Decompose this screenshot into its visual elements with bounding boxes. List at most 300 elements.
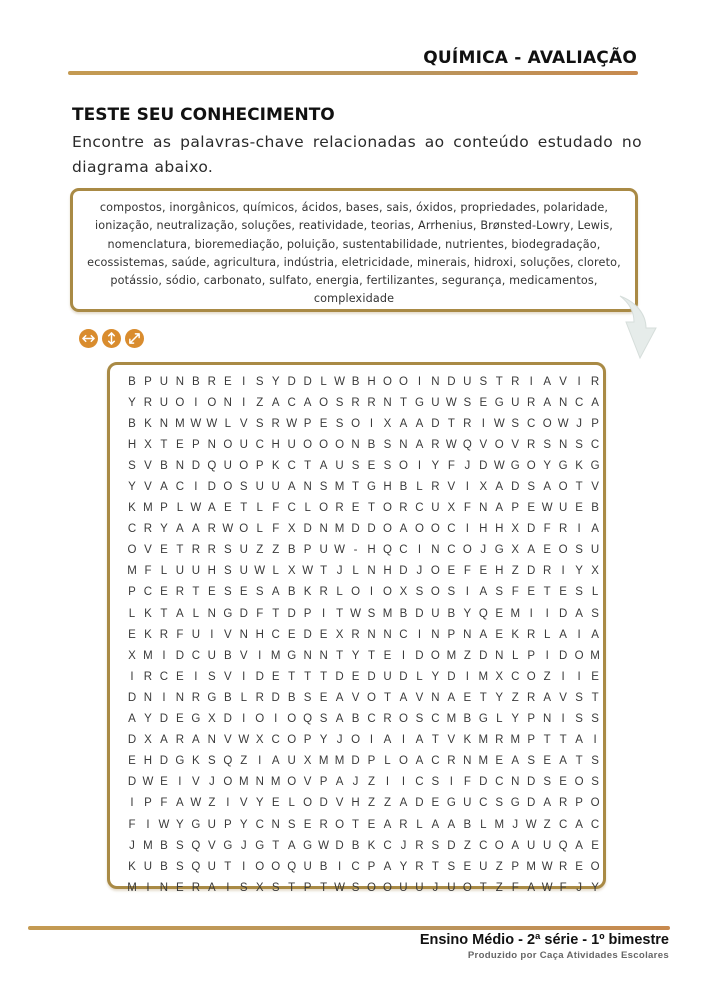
grid-letter[interactable]: R: [558, 797, 568, 810]
grid-letter[interactable]: P: [367, 860, 376, 873]
grid-letter[interactable]: N: [558, 396, 568, 409]
grid-letter[interactable]: U: [431, 607, 440, 620]
grid-letter[interactable]: L: [480, 818, 487, 831]
grid-letter[interactable]: W: [350, 607, 361, 620]
grid-letter[interactable]: I: [401, 776, 406, 789]
grid-letter[interactable]: Z: [543, 670, 551, 683]
grid-letter[interactable]: P: [223, 818, 232, 831]
grid-letter[interactable]: A: [287, 481, 296, 494]
grid-letter[interactable]: S: [527, 755, 536, 768]
grid-letter[interactable]: O: [462, 544, 472, 557]
grid-letter[interactable]: R: [463, 417, 472, 430]
grid-letter[interactable]: S: [575, 586, 583, 599]
grid-letter[interactable]: B: [160, 839, 168, 852]
grid-letter[interactable]: P: [527, 649, 536, 662]
grid-letter[interactable]: A: [543, 797, 551, 810]
grid-letter[interactable]: F: [463, 502, 471, 515]
grid-letter[interactable]: N: [367, 628, 376, 641]
grid-letter[interactable]: W: [254, 565, 266, 578]
grid-letter[interactable]: S: [575, 438, 583, 451]
grid-letter[interactable]: Y: [128, 396, 136, 409]
grid-letter[interactable]: H: [383, 565, 392, 578]
grid-letter[interactable]: S: [128, 459, 136, 472]
grid-letter[interactable]: P: [144, 375, 152, 388]
grid-letter[interactable]: I: [481, 417, 485, 430]
grid-letter[interactable]: I: [146, 881, 150, 894]
grid-letter[interactable]: I: [561, 713, 565, 726]
grid-letter[interactable]: M: [334, 755, 345, 768]
grid-letter[interactable]: Y: [431, 459, 440, 472]
grid-letter[interactable]: D: [558, 607, 568, 620]
grid-letter[interactable]: T: [272, 839, 280, 852]
grid-letter[interactable]: R: [191, 691, 201, 704]
grid-letter[interactable]: T: [479, 881, 487, 894]
grid-letter[interactable]: H: [207, 565, 216, 578]
grid-letter[interactable]: S: [543, 776, 551, 789]
grid-letter[interactable]: G: [191, 818, 201, 831]
grid-letter[interactable]: Q: [478, 607, 488, 620]
grid-letter[interactable]: B: [160, 459, 168, 472]
grid-letter[interactable]: D: [399, 565, 408, 578]
grid-letter[interactable]: C: [590, 438, 600, 451]
grid-letter[interactable]: O: [127, 544, 137, 557]
grid-letter[interactable]: B: [367, 438, 376, 451]
grid-letter[interactable]: T: [240, 502, 248, 515]
grid-letter[interactable]: I: [274, 713, 278, 726]
grid-letter[interactable]: V: [351, 691, 360, 704]
grid-letter[interactable]: O: [398, 375, 408, 388]
grid-letter[interactable]: Z: [463, 649, 471, 662]
grid-letter[interactable]: M: [238, 776, 249, 789]
grid-letter[interactable]: S: [367, 607, 376, 620]
grid-letter[interactable]: B: [463, 713, 472, 726]
grid-letter[interactable]: Q: [383, 544, 392, 557]
grid-letter[interactable]: P: [575, 797, 583, 810]
grid-letter[interactable]: S: [447, 586, 456, 599]
grid-letter[interactable]: D: [351, 523, 360, 536]
grid-letter[interactable]: T: [192, 586, 200, 599]
grid-letter[interactable]: V: [591, 481, 599, 494]
grid-letter[interactable]: U: [543, 839, 552, 852]
grid-letter[interactable]: N: [303, 649, 312, 662]
grid-letter[interactable]: N: [175, 375, 185, 388]
grid-letter[interactable]: S: [415, 713, 424, 726]
grid-letter[interactable]: I: [162, 691, 166, 704]
grid-letter[interactable]: J: [464, 459, 471, 472]
grid-letter[interactable]: V: [239, 417, 248, 430]
grid-letter[interactable]: M: [382, 607, 393, 620]
grid-letter[interactable]: S: [223, 586, 232, 599]
grid-letter[interactable]: T: [383, 691, 391, 704]
grid-letter[interactable]: O: [383, 375, 392, 388]
grid-letter[interactable]: I: [194, 670, 198, 683]
grid-letter[interactable]: O: [207, 396, 217, 409]
grid-letter[interactable]: D: [207, 481, 216, 494]
grid-letter[interactable]: I: [529, 607, 533, 620]
grid-letter[interactable]: P: [192, 438, 200, 451]
grid-letter[interactable]: D: [558, 649, 568, 662]
grid-letter[interactable]: U: [590, 544, 600, 557]
grid-letter[interactable]: A: [192, 523, 200, 536]
grid-letter[interactable]: C: [351, 860, 360, 873]
grid-letter[interactable]: E: [176, 438, 184, 451]
grid-letter[interactable]: O: [303, 438, 313, 451]
grid-letter[interactable]: C: [415, 776, 424, 789]
grid-letter[interactable]: P: [144, 797, 152, 810]
grid-letter[interactable]: Y: [431, 670, 440, 683]
grid-letter[interactable]: I: [146, 818, 150, 831]
grid-letter[interactable]: V: [415, 691, 424, 704]
grid-letter[interactable]: Z: [272, 544, 280, 557]
grid-letter[interactable]: K: [144, 607, 152, 620]
grid-letter[interactable]: H: [495, 565, 504, 578]
grid-letter[interactable]: O: [414, 523, 424, 536]
grid-letter[interactable]: S: [591, 607, 599, 620]
grid-letter[interactable]: C: [175, 481, 185, 494]
grid-letter[interactable]: Y: [255, 797, 264, 810]
grid-letter[interactable]: Y: [128, 481, 136, 494]
grid-letter[interactable]: A: [176, 607, 184, 620]
grid-letter[interactable]: R: [159, 628, 169, 641]
grid-letter[interactable]: O: [335, 438, 345, 451]
grid-letter[interactable]: I: [577, 375, 581, 388]
grid-letter[interactable]: R: [399, 502, 408, 515]
grid-letter[interactable]: R: [271, 417, 280, 430]
grid-letter[interactable]: D: [447, 375, 456, 388]
grid-letter[interactable]: P: [527, 734, 536, 747]
grid-letter[interactable]: A: [575, 818, 583, 831]
grid-letter[interactable]: X: [303, 755, 312, 768]
grid-letter[interactable]: D: [239, 607, 248, 620]
grid-letter[interactable]: U: [415, 881, 424, 894]
grid-letter[interactable]: D: [527, 776, 536, 789]
grid-letter[interactable]: I: [258, 649, 262, 662]
grid-letter[interactable]: F: [511, 586, 519, 599]
grid-letter[interactable]: V: [479, 438, 488, 451]
grid-letter[interactable]: R: [527, 396, 536, 409]
grid-letter[interactable]: T: [352, 481, 360, 494]
grid-letter[interactable]: I: [242, 396, 246, 409]
grid-letter[interactable]: C: [143, 586, 153, 599]
grid-letter[interactable]: U: [287, 755, 296, 768]
grid-letter[interactable]: C: [255, 438, 264, 451]
grid-letter[interactable]: Z: [368, 776, 376, 789]
grid-letter[interactable]: Z: [495, 881, 503, 894]
grid-letter[interactable]: G: [287, 649, 297, 662]
grid-letter[interactable]: E: [367, 818, 376, 831]
grid-letter[interactable]: Q: [223, 755, 233, 768]
grid-letter[interactable]: E: [479, 565, 488, 578]
grid-letter[interactable]: Y: [160, 523, 168, 536]
grid-letter[interactable]: A: [575, 607, 583, 620]
grid-letter[interactable]: I: [545, 649, 549, 662]
grid-letter[interactable]: W: [493, 417, 505, 430]
grid-letter[interactable]: C: [255, 818, 264, 831]
grid-letter[interactable]: Y: [399, 860, 408, 873]
grid-letter[interactable]: H: [383, 481, 392, 494]
grid-letter[interactable]: J: [432, 881, 439, 894]
grid-letter[interactable]: E: [591, 670, 599, 683]
grid-letter[interactable]: A: [335, 776, 344, 789]
grid-letter[interactable]: X: [511, 544, 520, 557]
grid-letter[interactable]: E: [367, 459, 376, 472]
grid-letter[interactable]: D: [479, 459, 488, 472]
grid-letter[interactable]: O: [351, 586, 361, 599]
grid-letter[interactable]: A: [176, 797, 184, 810]
grid-letter[interactable]: D: [303, 523, 312, 536]
grid-letter[interactable]: I: [545, 607, 549, 620]
grid-letter[interactable]: E: [239, 586, 248, 599]
grid-letter[interactable]: T: [336, 649, 344, 662]
grid-letter[interactable]: W: [445, 396, 457, 409]
grid-letter[interactable]: A: [511, 755, 520, 768]
grid-letter[interactable]: A: [415, 755, 424, 768]
grid-letter[interactable]: T: [431, 860, 439, 873]
grid-letter[interactable]: U: [463, 375, 472, 388]
grid-letter[interactable]: H: [351, 797, 360, 810]
grid-letter[interactable]: C: [271, 628, 280, 641]
grid-letter[interactable]: G: [446, 797, 456, 810]
grid-letter[interactable]: D: [127, 776, 137, 789]
grid-letter[interactable]: P: [255, 459, 264, 472]
grid-letter[interactable]: O: [287, 776, 297, 789]
grid-letter[interactable]: M: [446, 649, 457, 662]
grid-letter[interactable]: I: [417, 628, 422, 641]
grid-letter[interactable]: S: [383, 438, 392, 451]
grid-letter[interactable]: M: [510, 734, 521, 747]
grid-letter[interactable]: O: [398, 713, 408, 726]
grid-letter[interactable]: N: [255, 776, 264, 789]
grid-letter[interactable]: E: [591, 839, 599, 852]
grid-letter[interactable]: E: [431, 797, 440, 810]
grid-letter[interactable]: J: [576, 881, 582, 894]
grid-letter[interactable]: Y: [543, 459, 551, 472]
grid-letter[interactable]: D: [479, 649, 488, 662]
grid-letter[interactable]: W: [445, 438, 457, 451]
grid-letter[interactable]: L: [224, 417, 231, 430]
grid-letter[interactable]: J: [240, 839, 247, 852]
grid-letter[interactable]: Y: [144, 713, 152, 726]
grid-letter[interactable]: O: [398, 459, 408, 472]
grid-letter[interactable]: A: [559, 755, 567, 768]
grid-letter[interactable]: K: [271, 459, 280, 472]
grid-letter[interactable]: C: [287, 502, 296, 515]
grid-letter[interactable]: E: [527, 502, 536, 515]
grid-letter[interactable]: I: [577, 670, 581, 683]
grid-letter[interactable]: D: [159, 755, 169, 768]
grid-letter[interactable]: M: [175, 417, 185, 430]
grid-letter[interactable]: G: [191, 713, 201, 726]
grid-letter[interactable]: W: [222, 523, 234, 536]
grid-letter[interactable]: U: [399, 881, 408, 894]
grid-letter[interactable]: V: [239, 649, 248, 662]
grid-letter[interactable]: A: [399, 523, 408, 536]
grid-letter[interactable]: L: [591, 586, 599, 599]
grid-letter[interactable]: V: [144, 544, 152, 557]
grid-letter[interactable]: E: [287, 628, 296, 641]
grid-letter[interactable]: M: [270, 649, 281, 662]
grid-letter[interactable]: A: [383, 818, 392, 831]
grid-letter[interactable]: S: [319, 481, 328, 494]
grid-letter[interactable]: P: [591, 417, 599, 430]
grid-letter[interactable]: I: [465, 586, 469, 599]
grid-letter[interactable]: V: [192, 776, 200, 789]
grid-letter[interactable]: X: [287, 523, 296, 536]
grid-letter[interactable]: P: [303, 544, 312, 557]
grid-letter[interactable]: A: [591, 396, 599, 409]
grid-letter[interactable]: A: [479, 628, 488, 641]
grid-letter[interactable]: O: [367, 691, 376, 704]
grid-letter[interactable]: B: [192, 375, 200, 388]
grid-letter[interactable]: Y: [271, 375, 280, 388]
grid-letter[interactable]: B: [287, 544, 296, 557]
grid-letter[interactable]: E: [543, 755, 551, 768]
grid-letter[interactable]: R: [415, 839, 424, 852]
grid-letter[interactable]: K: [128, 860, 136, 873]
grid-letter[interactable]: D: [399, 670, 408, 683]
grid-letter[interactable]: G: [223, 839, 233, 852]
grid-letter[interactable]: A: [319, 459, 328, 472]
grid-letter[interactable]: E: [527, 586, 536, 599]
grid-letter[interactable]: S: [431, 776, 440, 789]
grid-letter[interactable]: R: [351, 396, 360, 409]
grid-letter[interactable]: N: [175, 691, 185, 704]
grid-letter[interactable]: W: [334, 881, 345, 894]
grid-letter[interactable]: M: [478, 670, 489, 683]
grid-letter[interactable]: L: [512, 649, 519, 662]
grid-letter[interactable]: U: [319, 544, 328, 557]
grid-letter[interactable]: R: [255, 691, 264, 704]
grid-letter[interactable]: K: [128, 502, 136, 515]
grid-letter[interactable]: C: [447, 523, 456, 536]
grid-letter[interactable]: G: [303, 839, 313, 852]
grid-letter[interactable]: U: [239, 438, 248, 451]
grid-letter[interactable]: Z: [368, 797, 376, 810]
grid-letter[interactable]: M: [127, 881, 137, 894]
grid-letter[interactable]: O: [175, 396, 185, 409]
grid-letter[interactable]: N: [367, 565, 376, 578]
grid-letter[interactable]: W: [541, 881, 553, 894]
grid-letter[interactable]: L: [320, 375, 327, 388]
grid-letter[interactable]: T: [352, 818, 360, 831]
grid-letter[interactable]: O: [383, 586, 392, 599]
grid-letter[interactable]: N: [159, 417, 169, 430]
grid-letter[interactable]: K: [575, 459, 583, 472]
grid-letter[interactable]: J: [480, 544, 487, 557]
grid-letter[interactable]: R: [143, 523, 153, 536]
grid-letter[interactable]: T: [399, 396, 407, 409]
grid-letter[interactable]: R: [143, 670, 153, 683]
grid-letter[interactable]: D: [271, 691, 280, 704]
grid-letter[interactable]: S: [527, 481, 536, 494]
grid-letter[interactable]: Q: [558, 839, 568, 852]
grid-letter[interactable]: T: [288, 670, 296, 683]
grid-letter[interactable]: R: [143, 396, 153, 409]
grid-letter[interactable]: F: [511, 881, 519, 894]
grid-letter[interactable]: W: [493, 459, 505, 472]
grid-letter[interactable]: Z: [463, 839, 471, 852]
grid-letter[interactable]: R: [207, 523, 216, 536]
grid-letter[interactable]: Y: [319, 734, 328, 747]
grid-letter[interactable]: I: [401, 734, 406, 747]
grid-letter[interactable]: O: [319, 438, 329, 451]
grid-letter[interactable]: O: [287, 713, 297, 726]
grid-letter[interactable]: Z: [511, 691, 519, 704]
grid-letter[interactable]: E: [319, 417, 328, 430]
grid-letter[interactable]: O: [542, 417, 552, 430]
grid-letter[interactable]: T: [176, 544, 184, 557]
grid-letter[interactable]: D: [431, 417, 440, 430]
grid-letter[interactable]: M: [334, 523, 345, 536]
grid-letter[interactable]: O: [223, 776, 233, 789]
grid-letter[interactable]: R: [351, 628, 360, 641]
grid-letter[interactable]: I: [194, 396, 198, 409]
grid-letter[interactable]: C: [511, 670, 520, 683]
grid-letter[interactable]: U: [303, 860, 312, 873]
grid-letter[interactable]: V: [144, 459, 152, 472]
grid-letter[interactable]: N: [383, 628, 392, 641]
grid-letter[interactable]: I: [130, 670, 134, 683]
grid-letter[interactable]: J: [352, 776, 359, 789]
grid-letter[interactable]: G: [207, 691, 217, 704]
grid-letter[interactable]: A: [415, 417, 424, 430]
grid-letter[interactable]: U: [207, 649, 216, 662]
grid-letter[interactable]: A: [160, 734, 168, 747]
grid-letter[interactable]: E: [160, 544, 168, 557]
grid-letter[interactable]: X: [144, 438, 152, 451]
grid-letter[interactable]: V: [303, 776, 312, 789]
grid-letter[interactable]: D: [303, 375, 312, 388]
grid-letter[interactable]: B: [399, 607, 408, 620]
grid-letter[interactable]: T: [288, 881, 296, 894]
grid-letter[interactable]: L: [192, 607, 200, 620]
grid-letter[interactable]: S: [511, 417, 520, 430]
grid-letter[interactable]: M: [318, 755, 329, 768]
grid-letter[interactable]: O: [223, 481, 233, 494]
grid-letter[interactable]: Z: [383, 797, 391, 810]
grid-letter[interactable]: U: [335, 459, 344, 472]
grid-letter[interactable]: I: [242, 375, 246, 388]
grid-letter[interactable]: N: [319, 649, 328, 662]
grid-letter[interactable]: A: [271, 755, 280, 768]
grid-letter[interactable]: I: [178, 776, 182, 789]
grid-letter[interactable]: I: [226, 881, 230, 894]
grid-letter[interactable]: G: [494, 396, 504, 409]
grid-letter[interactable]: Y: [575, 565, 583, 578]
grid-letter[interactable]: Y: [239, 818, 248, 831]
grid-letter[interactable]: I: [577, 628, 581, 641]
grid-letter[interactable]: U: [479, 860, 488, 873]
grid-letter[interactable]: O: [398, 755, 408, 768]
grid-letter[interactable]: I: [561, 670, 565, 683]
grid-letter[interactable]: G: [558, 459, 568, 472]
grid-letter[interactable]: B: [447, 607, 456, 620]
grid-letter[interactable]: Z: [511, 565, 519, 578]
grid-letter[interactable]: M: [270, 776, 281, 789]
grid-letter[interactable]: I: [401, 649, 406, 662]
grid-letter[interactable]: W: [302, 565, 314, 578]
grid-letter[interactable]: O: [430, 565, 440, 578]
grid-letter[interactable]: A: [495, 502, 504, 515]
grid-letter[interactable]: D: [335, 670, 344, 683]
grid-letter[interactable]: J: [576, 417, 582, 430]
grid-letter[interactable]: N: [431, 691, 440, 704]
grid-letter[interactable]: L: [176, 502, 184, 515]
grid-letter[interactable]: U: [558, 502, 568, 515]
grid-letter[interactable]: C: [191, 649, 201, 662]
grid-letter[interactable]: O: [335, 818, 345, 831]
grid-letter[interactable]: A: [543, 396, 551, 409]
